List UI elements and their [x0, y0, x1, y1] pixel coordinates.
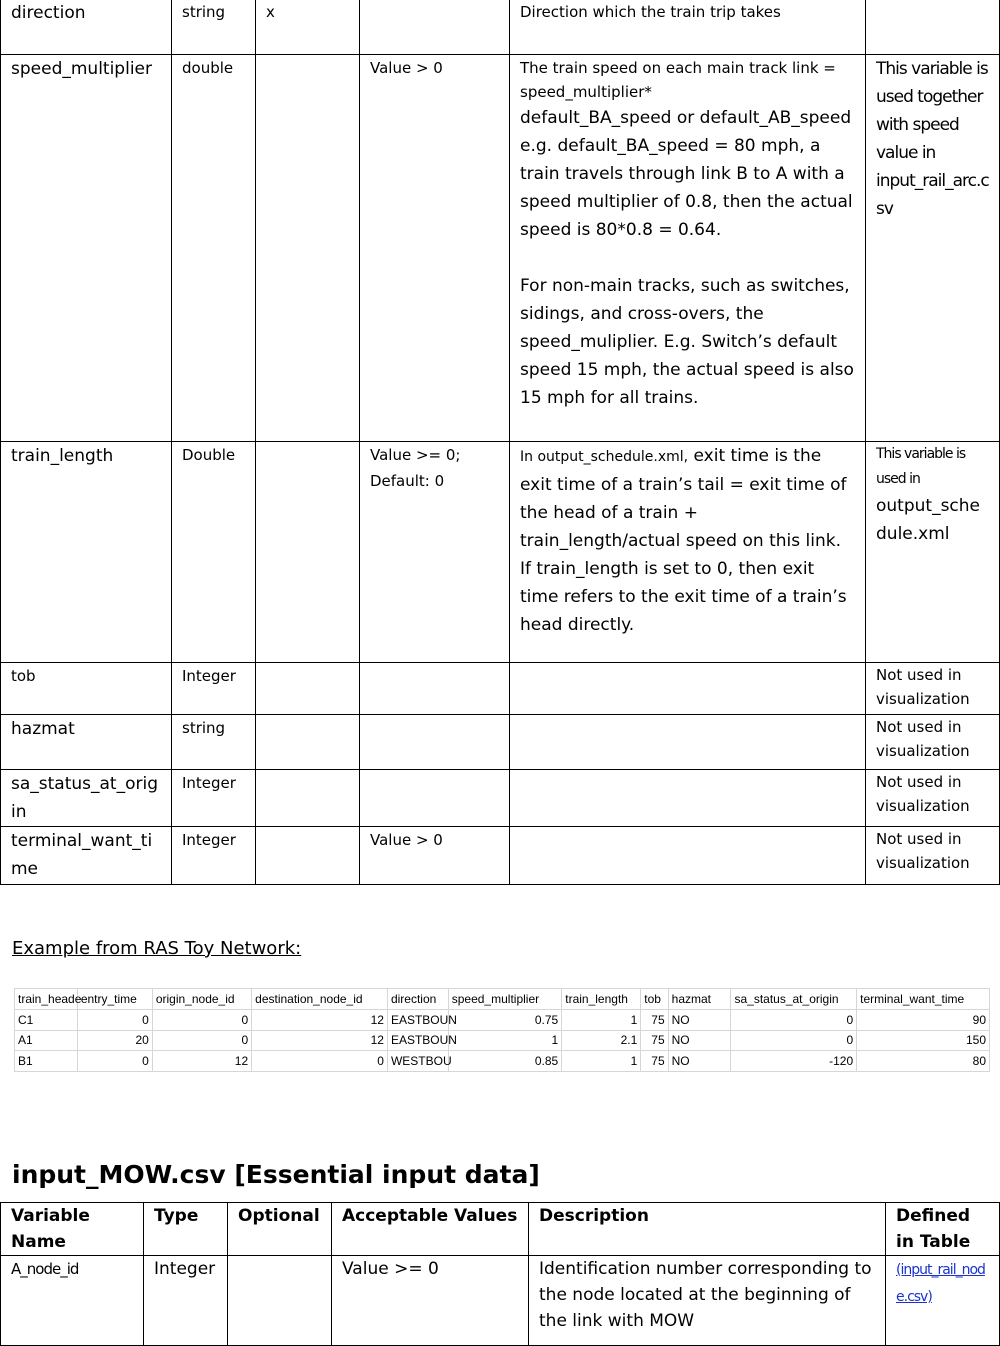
description-cell — [510, 442, 866, 663]
description-part: exit time is the exit time of a train’s tail = exit time of the head of a train + train_length/actual speed on this link. If train_length is set to 0, then exit time refers to the exit time of a train’s head directly. — [520, 446, 847, 635]
column-header: Description — [529, 1203, 886, 1256]
spreadsheet-cell: EASTBOUN — [387, 1030, 448, 1051]
variable-name-cell: sa_status_at_origin — [1, 770, 172, 827]
type-cell: double — [172, 55, 256, 442]
table-row — [1, 663, 1000, 715]
spreadsheet-cell: 75 — [641, 1009, 668, 1030]
spreadsheet-cell: 90 — [857, 1009, 990, 1030]
spreadsheet-cell: 0 — [77, 1009, 152, 1030]
spreadsheet-cell: 80 — [857, 1051, 990, 1072]
optional-cell — [228, 1256, 332, 1346]
spreadsheet-cell: NO — [668, 1051, 731, 1072]
spreadsheet-row — [15, 1009, 990, 1030]
spreadsheet-row — [15, 1051, 990, 1072]
spreadsheet-row — [15, 1030, 990, 1051]
defined-cell: Not used in visualization — [866, 770, 1000, 827]
description-cell — [510, 663, 866, 715]
defined-cell — [866, 0, 1000, 55]
spreadsheet-header: origin_node_id — [152, 989, 251, 1010]
spreadsheet-cell: C1 — [15, 1009, 78, 1030]
defined-cell: This variable is used together with speed value in input_rail_arc.csv — [866, 55, 1000, 442]
spreadsheet-header: sa_status_at_origin — [731, 989, 857, 1010]
spreadsheet-cell: WESTBOU — [387, 1051, 448, 1072]
optional-cell: x — [256, 0, 360, 55]
values-cell — [360, 770, 510, 827]
example-spreadsheet — [14, 988, 990, 1072]
description-part: In output_schedule.xml, — [520, 449, 689, 465]
variable-name-cell: A_node_id — [1, 1256, 144, 1346]
values-cell — [360, 663, 510, 715]
type-cell: string — [172, 0, 256, 55]
table-header-row — [1, 1203, 1000, 1256]
spreadsheet-cell: NO — [668, 1009, 731, 1030]
table-row — [1, 770, 1000, 827]
description-cell — [510, 827, 866, 885]
spreadsheet-cell: NO — [668, 1030, 731, 1051]
spreadsheet-cell: 0 — [77, 1051, 152, 1072]
spreadsheet-header-row — [15, 989, 990, 1010]
variable-name-cell: train_length — [1, 442, 172, 663]
defined-cell: Not used in visualization — [866, 663, 1000, 715]
defined-part: This variable is used in — [876, 446, 966, 487]
spreadsheet-cell: 0 — [731, 1009, 857, 1030]
mow-variables-table — [0, 1202, 1000, 1346]
column-header: Defined in Table — [886, 1203, 1000, 1256]
defined-cell: Not used in visualization — [866, 715, 1000, 770]
variable-name-cell: tob — [1, 663, 172, 715]
values-cell — [360, 715, 510, 770]
type-cell: Integer — [144, 1256, 228, 1346]
defined-in-link[interactable]: (input_rail_node.csv) — [896, 1262, 985, 1305]
spreadsheet-header: tob — [641, 989, 668, 1010]
optional-cell — [256, 770, 360, 827]
spreadsheet-header: entry_time — [77, 989, 152, 1010]
description-cell — [510, 715, 866, 770]
column-header: Variable Name — [1, 1203, 144, 1256]
description-cell: Identification number corresponding to the node located at the beginning of the link with MOW — [529, 1256, 886, 1346]
spreadsheet-cell: 1 — [448, 1030, 562, 1051]
spreadsheet-cell: 1 — [562, 1051, 641, 1072]
column-header: Type — [144, 1203, 228, 1256]
spreadsheet-cell: 12 — [152, 1051, 251, 1072]
values-cell: Value >= 0; Default: 0 — [360, 442, 510, 663]
values-cell: Value > 0 — [360, 827, 510, 885]
spreadsheet-header: direction — [387, 989, 448, 1010]
type-cell: string — [172, 715, 256, 770]
spreadsheet-cell: 150 — [857, 1030, 990, 1051]
optional-cell — [256, 442, 360, 663]
table-row — [1, 827, 1000, 885]
table-row — [1, 55, 1000, 442]
spreadsheet-cell: 75 — [641, 1051, 668, 1072]
type-cell: Integer — [172, 663, 256, 715]
spreadsheet-cell: EASTBOUN — [387, 1009, 448, 1030]
optional-cell — [256, 715, 360, 770]
table-row — [1, 1256, 1000, 1346]
type-cell: Integer — [172, 770, 256, 827]
values-cell — [360, 0, 510, 55]
variable-name-cell: terminal_want_time — [1, 827, 172, 885]
optional-cell — [256, 827, 360, 885]
spreadsheet-cell: 0 — [731, 1030, 857, 1051]
example-heading: Example from RAS Toy Network: — [12, 938, 302, 959]
spreadsheet-header: train_heade — [15, 989, 78, 1010]
spreadsheet-cell: 12 — [252, 1030, 388, 1051]
type-cell: Integer — [172, 827, 256, 885]
values-cell: Value >= 0 — [332, 1256, 529, 1346]
spreadsheet-header: terminal_want_time — [857, 989, 990, 1010]
description-cell — [510, 770, 866, 827]
spreadsheet-cell: 0 — [252, 1051, 388, 1072]
table-row — [1, 442, 1000, 663]
description-part: The train speed on each main track link = speed_multiplier* — [520, 59, 836, 101]
type-cell: Double — [172, 442, 256, 663]
spreadsheet-cell: 2.1 — [562, 1030, 641, 1051]
defined-cell — [866, 442, 1000, 663]
optional-cell — [256, 55, 360, 442]
variable-name-cell: direction — [1, 0, 172, 55]
values-cell: Value > 0 — [360, 55, 510, 442]
spreadsheet-header: train_length — [562, 989, 641, 1010]
defined-cell: Not used in visualization — [866, 827, 1000, 885]
variable-name-cell: hazmat — [1, 715, 172, 770]
variable-name-cell: speed_multiplier — [1, 55, 172, 442]
spreadsheet-cell: 0 — [152, 1009, 251, 1030]
section-title: input_MOW.csv [Essential input data] — [12, 1160, 540, 1189]
spreadsheet-cell: 0.75 — [448, 1009, 562, 1030]
spreadsheet-cell: 0.85 — [448, 1051, 562, 1072]
spreadsheet-cell: 12 — [252, 1009, 388, 1030]
spreadsheet-cell: 20 — [77, 1030, 152, 1051]
column-header: Optional — [228, 1203, 332, 1256]
spreadsheet-cell: 0 — [152, 1030, 251, 1051]
description-cell: Direction which the train trip takes — [510, 0, 866, 55]
spreadsheet-header: destination_node_id — [252, 989, 388, 1010]
spreadsheet-cell: A1 — [15, 1030, 78, 1051]
spreadsheet-cell: 75 — [641, 1030, 668, 1051]
spreadsheet-cell: -120 — [731, 1051, 857, 1072]
column-header: Acceptable Values — [332, 1203, 529, 1256]
defined-cell — [886, 1256, 1000, 1346]
description-part: default_BA_speed or default_AB_speed e.g. default_BA_speed = 80 mph, a train travels through link B to A with a speed multiplier of 0.8, then the actual speed is 80*0.8 = 0.64. For non-main tracks, such as switches, sidings, and cross-overs, the speed_muliplier. E.g. Switch’s default speed 15 mph, the actual speed is also 15 mph for all trains. — [520, 108, 854, 408]
spreadsheet-cell: B1 — [15, 1051, 78, 1072]
spreadsheet-cell: 1 — [562, 1009, 641, 1030]
defined-part: output_schedule.xml — [876, 496, 981, 544]
spreadsheet-header: speed_multiplier — [448, 989, 562, 1010]
spreadsheet-header: hazmat — [668, 989, 731, 1010]
table-row — [1, 715, 1000, 770]
description-cell — [510, 55, 866, 442]
optional-cell — [256, 663, 360, 715]
table-row — [1, 0, 1000, 55]
